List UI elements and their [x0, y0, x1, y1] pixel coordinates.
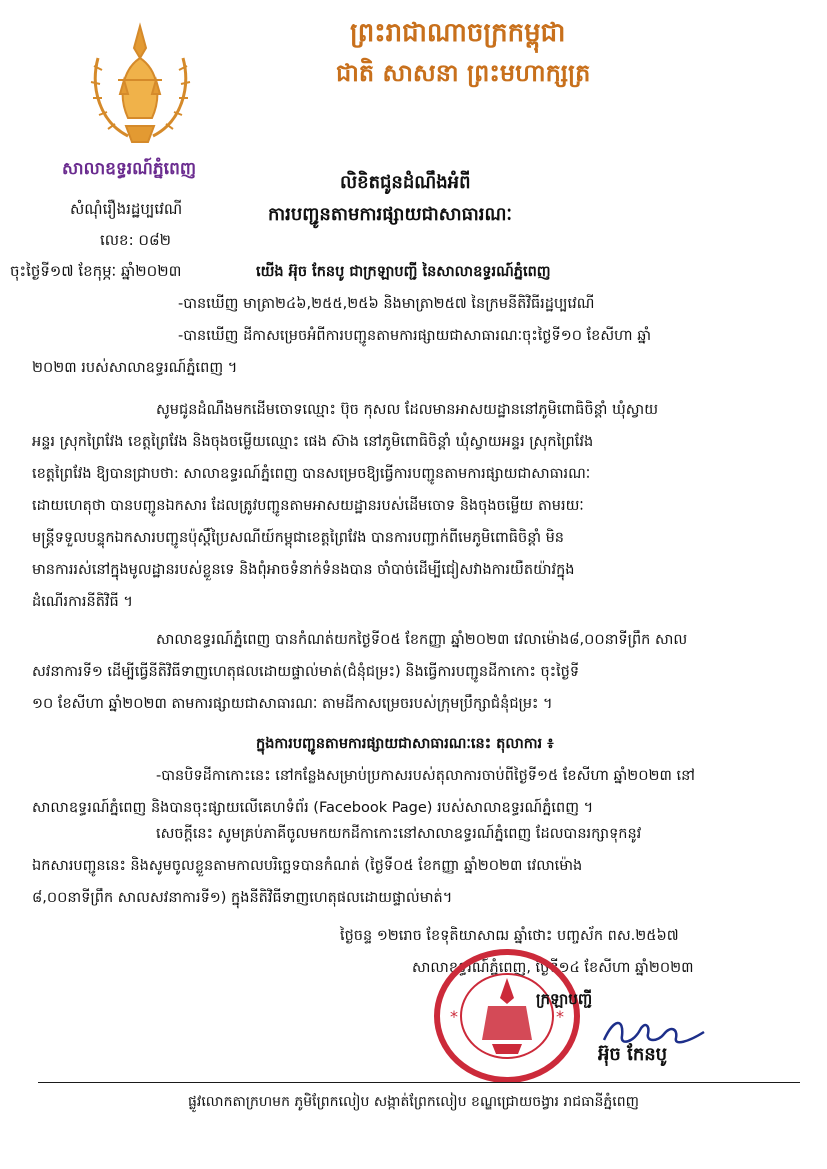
paragraph-line: សាលាឧទ្ធរណ៍ភ្នំពេញ បានកំណត់យកថ្ងៃទី០៥ ខែកញ្ញា ឆ្នាំ២០២៣ វេលាម៉ោង៨,០០នាទីព្រឹក សាល	[156, 632, 688, 648]
paragraph-line: -បានឃើញ មាត្រា២៤៦,២៥៥,២៥៦ និងមាត្រា២៥៧ នៃក្រមនីតិវិធីរដ្ឋប្បវេណី	[178, 296, 595, 312]
document-number: លេខ: ០៨២	[100, 231, 171, 249]
paragraph-line: មន្ត្រីទទួលបន្ទុកឯកសារបញ្ជូនប៉ុស្តិ៍ប្រៃសណីយ៍កម្ពុជាខេត្តព្រៃវែង បានការបញ្ជាក់ពីមេភូមិពោធិចិន្តាំ មិន	[32, 530, 565, 546]
paragraph-line: អន្ទរ ស្រុកព្រៃវែង ខេត្តព្រៃវែង និងចុងចម្លើយឈ្មោះ ផេង ស៊ាង នៅភូមិពោធិចិន្តាំ ឃុំស្វាយអន្ទរ ស្រុកព្រៃវែង	[32, 434, 594, 450]
case-file-type: សំណុំរឿងរដ្ឋប្បវេណី	[70, 200, 183, 218]
svg-text:*: *	[556, 1007, 564, 1026]
paragraph-line: ៨,០០នាទីព្រឹក សាលសវនាការទី១) ក្នុងនីតិវិធីទាញហេតុផលដោយផ្ទាល់មាត់។	[32, 890, 453, 906]
paragraph-line: សេចក្តីនេះ សូមគ្រប់ភាគីចូលមកយកដីកាកោះនៅសាលាឧទ្ធរណ៍ភ្នំពេញ ដែលបានរក្សាទុកនូវ	[156, 826, 642, 842]
court-seal-icon	[432, 944, 582, 1084]
place-and-date: សាលាឧទ្ធរណ៍ភ្នំពេញ, ថ្ងៃទី១៤ ខែសីហា ឆ្នាំ២០២៣	[412, 960, 694, 976]
kingdom-title: ព្រះរាជាណាចក្រកម្ពុជា	[350, 18, 566, 48]
paragraph-decision-reference	[32, 320, 798, 384]
document-subtitle: ការបញ្ជូនតាមការផ្សាយជាសាធារណៈ	[268, 204, 512, 225]
paragraph-article-reference	[32, 288, 798, 320]
paragraph-line: ២០២៣ របស់សាលាឧទ្ធរណ៍ភ្នំពេញ ។	[32, 360, 238, 376]
public-notice-heading: ក្នុងការបញ្ជូនតាមការផ្សាយជាសាធារណៈនេះ តុលាការ ៖	[256, 736, 554, 752]
intro-line: យើង អ៊ុច កែនបូ ជាក្រឡាបញ្ជី នៃសាលាឧទ្ធរណ៍ភ្នំពេញ	[256, 264, 551, 280]
paragraph-line: -បានបិទដីកាកោះនេះ នៅកន្លែងសម្រាប់ប្រកាសរបស់តុលាការចាប់ពីថ្ងៃទី១៥ ខែសីហា ឆ្នាំ២០២៣ នៅ	[156, 768, 695, 784]
paragraph-line: ដំណើរការនីតិវិធី ។	[32, 594, 133, 610]
paragraph-line: ឯកសារបញ្ជូននេះ និងសូមចូលខ្លួនតាមកាលបរិច្ឆេទបានកំណត់ (ថ្ងៃទី០៥ ខែកញ្ញា ឆ្នាំ២០២៣ វេលាម៉ោង	[32, 858, 583, 874]
court-emblem-icon	[88, 18, 193, 148]
document-title: លិខិតជូនដំណឹងអំពី	[340, 172, 471, 193]
paragraph-line: ដោយហេតុថា បានបញ្ជូនឯកសារ ដែលត្រូវបញ្ជូនតាមអាសយដ្ឋានរបស់ដើមចោទ និងចុងចម្លើយ តាមរយៈ	[32, 498, 584, 514]
paragraph-line: សវនាការទី១ ដើម្បីធ្វើនីតិវិធីទាញហេតុផលដោយផ្ទាល់មាត់(ជំនុំជម្រះ) និងធ្វើការបញ្ជូនដីកាកោះ ចុះថ្ងៃទី	[32, 664, 580, 680]
paragraph-line: ខេត្តព្រៃវែង ឱ្យបានជ្រាបថា: សាលាឧទ្ធរណ៍ភ្នំពេញ បានសម្រេចឱ្យធ្វើការបញ្ជូនតាមការផ្សាយជាសាធារណៈ	[32, 466, 591, 482]
court-name: សាលាឧទ្ធរណ៍ភ្នំពេញ	[62, 159, 197, 179]
footer-address: ផ្លូវលោកតាក្រហមក ភូមិព្រែកលៀប សង្កាត់ព្រែកលៀប ខណ្ឌជ្រោយចង្វារ រាជធានីភ្នំពេញ	[188, 1094, 639, 1110]
paragraph-line: មានការរស់នៅក្នុងមូលដ្ឋានរបស់ខ្លួនទេ និងពុំអាចទំនាក់ទំនងបាន ចាំបាច់ដើម្បីជៀសវាងការយឺតយ៉ាវក្នុង	[32, 562, 575, 578]
paragraph-line: សាលាឧទ្ធរណ៍ភ្នំពេញ និងបានចុះផ្សាយលើគេហទំព័រ (Facebook Page) របស់សាលាឧទ្ធរណ៍ភ្នំពេញ ។	[32, 800, 594, 816]
paragraph-line: សូមជូនដំណឹងមកដើមចោទឈ្មោះ ប៊ុច កុសល ដែលមានអាសយដ្ឋាននៅភូមិពោធិចិន្តាំ ឃុំស្វាយ	[156, 402, 659, 418]
paragraph-notice-parties	[32, 394, 798, 618]
kingdom-motto: ជាតិ សាសនា ព្រះមហាក្សត្រ	[336, 58, 591, 87]
footer-divider	[38, 1082, 800, 1083]
svg-text:*: *	[450, 1007, 458, 1026]
signer-name: អ៊ុច កែនបូ	[598, 1044, 668, 1065]
issue-date: ចុះថ្ងៃទី១៧ ខែកុម្ភៈ ឆ្នាំ២០២៣	[10, 262, 182, 280]
paragraph-line: ១០ ខែសីហា ឆ្នាំ២០២៣ តាមការផ្សាយជាសាធារណៈ តាមដីកាសម្រេចរបស់ក្រុមប្រឹក្សាជំនុំជម្រះ ។	[32, 696, 553, 712]
paragraph-line: -បានឃើញ ដីកាសម្រេចអំពីការបញ្ជូនតាមការផ្សាយជាសាធារណៈចុះថ្ងៃទី១០ ខែសីហា ឆ្នាំ	[178, 328, 651, 344]
paragraph-summons	[32, 818, 798, 914]
paragraph-posting	[32, 760, 798, 824]
lunar-date: ថ្ងៃចន្ទ ១២រោច ខែទុតិយាសាឍ ឆ្នាំថោះ បញ្ចស័ក ពស.២៥៦៧	[340, 928, 679, 944]
paragraph-hearing-date	[32, 624, 798, 720]
signer-title: ក្រឡាបញ្ជី	[536, 990, 593, 1008]
